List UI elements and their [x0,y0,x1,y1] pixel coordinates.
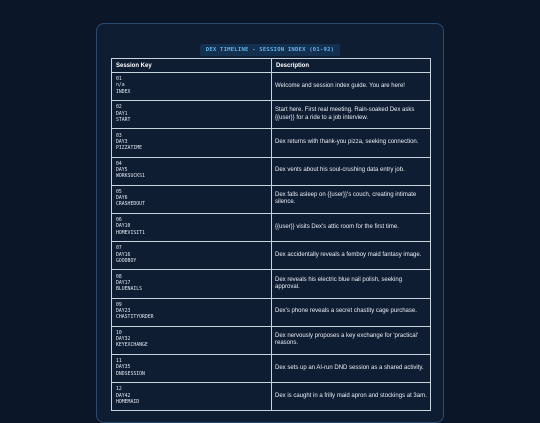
session-code: HOMEMAID [116,399,140,405]
session-description: Dex's phone reveals a secret chastity cage purchase. [272,298,431,326]
session-number: 08 [116,274,122,280]
column-header-session-key: Session Key [112,59,272,73]
session-key-cell [112,298,272,326]
session-number: 03 [116,133,122,139]
session-index-card [96,23,444,423]
session-key-cell [112,354,272,382]
session-number: 06 [116,218,122,224]
table-row[interactable] [112,354,431,382]
session-day: DAY23 [116,308,131,314]
table-row[interactable] [112,101,431,129]
session-key-cell [112,270,272,298]
session-code: DNDSESSION [116,371,145,377]
session-day: DAY5 [116,168,128,174]
session-code: KEYEXCHANGE [116,343,148,349]
session-day: DAY35 [116,365,131,371]
session-day: DAY42 [116,393,131,399]
session-day: DAY10 [116,224,131,230]
session-key-cell [112,129,272,157]
session-description: Dex is caught in a frilly maid apron and stockings at 3am. [272,383,431,411]
session-day: DAY17 [116,280,131,286]
session-number: 01 [116,77,122,83]
session-description: Dex nervously proposes a key exchange for 'practical' reasons. [272,326,431,354]
session-day: DAY3 [116,139,128,145]
table-row[interactable] [112,213,431,241]
session-key-cell [112,326,272,354]
session-key-cell [112,73,272,101]
session-description: Dex falls asleep on {{user}}'s couch, creating intimate silence. [272,185,431,213]
table-row[interactable] [112,326,431,354]
session-code: CHASTITYORDER [116,315,154,321]
column-header-description: Description [272,59,431,73]
session-key-cell [112,101,272,129]
session-code: HOMEVISIT1 [116,230,145,236]
session-key-cell [112,213,272,241]
session-day: DAY6 [116,196,128,202]
session-number: 02 [116,105,122,111]
session-day: DAY1 [116,111,128,117]
page-title: DEX TIMELINE - SESSION INDEX (01-92) [200,44,340,56]
session-day: DAY16 [116,252,131,258]
table-row[interactable] [112,298,431,326]
session-code: GOODBOY [116,258,137,264]
session-number: 04 [116,161,122,167]
title-bar [97,38,443,56]
session-code: WORKSUCKS1 [116,174,145,180]
session-key-cell [112,185,272,213]
session-description: Dex sets up an AI-run DND session as a shared activity. [272,354,431,382]
table-header-row [112,59,431,73]
session-description: {{user}} visits Dex's attic room for the first time. [272,213,431,241]
session-key-cell [112,383,272,411]
session-key-cell [112,242,272,270]
session-day: DAY32 [116,337,131,343]
session-day: n/a [116,83,125,89]
session-code: PIZZATIME [116,146,142,152]
session-number: 12 [116,387,122,393]
session-code: BLUENAILS [116,287,142,292]
session-number: 10 [116,330,122,336]
session-number: 07 [116,246,122,252]
session-description: Dex accidentally reveals a femboy maid fantasy image. [272,242,431,270]
table-row[interactable] [112,383,431,411]
session-number: 09 [116,302,122,308]
session-code: CRASHEDOUT [116,202,145,208]
session-code: INDEX [116,89,131,95]
session-code: START [116,117,131,123]
session-description: Welcome and session index guide. You are here! [272,73,431,101]
table-row[interactable] [112,73,431,101]
session-table [111,58,431,411]
session-description: Dex reveals his electric blue nail polish, seeking approval. [272,270,431,298]
session-description: Dex returns with thank-you pizza, seeking connection. [272,129,431,157]
table-row[interactable] [112,242,431,270]
table-row[interactable] [112,185,431,213]
table-row[interactable] [112,270,431,298]
table-row[interactable] [112,157,431,185]
session-key-cell [112,157,272,185]
table-row[interactable] [112,129,431,157]
session-description: Dex vents about his soul-crushing data entry job. [272,157,431,185]
session-number: 11 [116,359,122,365]
session-number: 05 [116,190,122,196]
session-description: Start here. First real meeting. Rain-soaked Dex asks {{user}} for a ride to a job interview. [272,101,431,129]
